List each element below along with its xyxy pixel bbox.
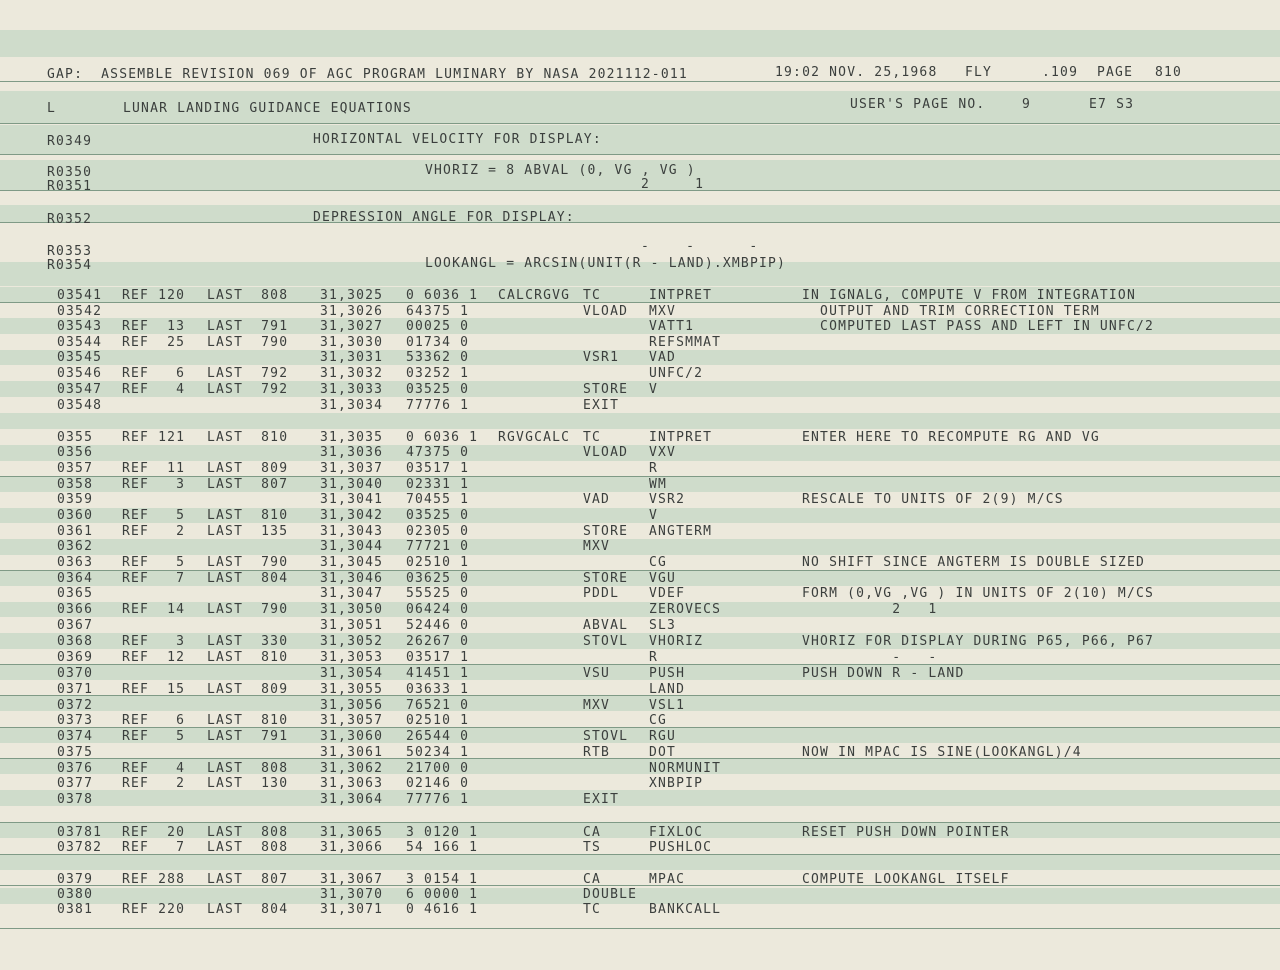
listing-comment: IN IGNALG, COMPUTE V FROM INTEGRATION [802,288,1136,303]
listing-addr: 31,3025 [320,288,384,303]
listing-operand: REFSMMAT [649,335,722,350]
paper-rule [0,154,1280,155]
paper-band [0,539,1280,555]
listing-line: 0360 [57,508,94,523]
listing-ref: REF 120 [122,288,186,303]
listing-ref: REF 220 [122,902,186,917]
listing-op: STOVL [583,634,629,649]
listing-line: 0374 [57,729,94,744]
listing-code: 77776 1 [406,398,470,413]
listing-addr: 31,3031 [320,350,384,365]
listing-ref: REF 5 [122,508,186,523]
listing-ref: REF 4 [122,761,186,776]
listing-operand: BANKCALL [649,902,722,917]
listing-addr: 31,3027 [320,319,384,334]
listing-operand: VSL1 [649,698,686,713]
listing-ref: REF 5 [122,729,186,744]
remark-id: R0351 [47,179,93,194]
header-job: .109 [1042,65,1079,80]
listing-ref: REF 14 [122,602,186,617]
listing-addr: 31,3047 [320,586,384,601]
listing-last: LAST 330 [207,634,289,649]
listing-op: VSU [583,666,611,681]
listing-operand: RGU [649,729,677,744]
listing-code: 26267 0 [406,634,470,649]
listing-code: 02331 1 [406,477,470,492]
listing-op: MXV [583,698,611,713]
listing-addr: 31,3040 [320,477,384,492]
listing-last: LAST 807 [207,477,289,492]
paper-band [0,571,1280,586]
listing-addr: 31,3066 [320,840,384,855]
listing-last: LAST 130 [207,776,289,791]
listing-last: LAST 808 [207,840,289,855]
listing-comment: NOW IN MPAC IS SINE(LOOKANGL)/4 [802,745,1082,760]
listing-line: 03545 [57,350,103,365]
listing-code: 03633 1 [406,682,470,697]
listing-addr: 31,3065 [320,825,384,840]
listing-ref: REF 3 [122,477,186,492]
listing-line: 0371 [57,682,94,697]
listing-last: LAST 809 [207,682,289,697]
section-title: LUNAR LANDING GUIDANCE EQUATIONS [123,101,412,116]
listing-code: 01734 0 [406,335,470,350]
remark-id: R0352 [47,212,93,227]
listing-line: 0359 [57,492,94,507]
listing-comment: NO SHIFT SINCE ANGTERM IS DOUBLE SIZED [802,555,1146,570]
listing-addr: 31,3033 [320,382,384,397]
listing-operand: VSR2 [649,492,686,507]
remark-subscripts: 2 1 [641,177,705,192]
listing-line: 03547 [57,382,103,397]
listing-comment: PUSH DOWN R - LAND [802,666,965,681]
listing-line: 0372 [57,698,94,713]
listing-last: LAST 791 [207,729,289,744]
listing-op: ABVAL [583,618,629,633]
listing-line: 0381 [57,902,94,917]
listing-operand: INTPRET [649,288,713,303]
listing-line: 03542 [57,304,103,319]
listing-operand: LAND [649,682,686,697]
listing-operand: SL3 [649,618,677,633]
listing-ref: REF 25 [122,335,186,350]
listing-op: STORE [583,382,629,397]
listing-op: VLOAD [583,304,629,319]
paper-band [0,602,1280,617]
users-page-number: 9 [1022,97,1032,112]
listing-operand: VHORIZ [649,634,704,649]
listing-operand: FIXLOC [649,825,704,840]
listing-ref: REF 12 [122,650,186,665]
header-page-label: PAGE [1097,65,1134,80]
paper-rule [0,885,1280,886]
listing-line: 03544 [57,335,103,350]
listing-addr: 31,3070 [320,887,384,902]
listing-line: 03546 [57,366,103,381]
remark-text: DEPRESSION ANGLE FOR DISPLAY: [313,210,575,225]
listing-addr: 31,3032 [320,366,384,381]
listing-op: STOVL [583,729,629,744]
listing-op: EXIT [583,398,620,413]
listing-line: 0365 [57,586,94,601]
paper-band [0,381,1280,397]
listing-line: 0364 [57,571,94,586]
listing-ref: REF 20 [122,825,186,840]
paper-band [0,888,1280,904]
remark-text: HORIZONTAL VELOCITY FOR DISPLAY: [313,132,602,147]
listing-addr: 31,3041 [320,492,384,507]
listing-comment: RESET PUSH DOWN POINTER [802,825,1010,840]
listing-code: 6 0000 1 [406,887,479,902]
users-page-label: USER'S PAGE NO. [850,97,986,112]
listing-op: TC [583,288,602,303]
listing-code: 02305 0 [406,524,470,539]
listing-last: LAST 790 [207,335,289,350]
listing-code: 76521 0 [406,698,470,713]
listing-line: 0368 [57,634,94,649]
listing-line: 0363 [57,555,94,570]
listing-op: PDDL [583,586,620,601]
listing-comment: COMPUTE LOOKANGL ITSELF [802,872,1010,887]
listing-last: LAST 807 [207,872,289,887]
listing-addr: 31,3034 [320,398,384,413]
paper-band [0,30,1280,57]
listing-line: 0379 [57,872,94,887]
listing-last: LAST 791 [207,319,289,334]
listing-addr: 31,3071 [320,902,384,917]
listing-operand: ZEROVECS [649,602,722,617]
paper-rule [0,928,1280,929]
listing-code: 02146 0 [406,776,470,791]
paper-band [0,350,1280,365]
listing-op: VSR1 [583,350,620,365]
listing-operand: UNFC/2 [649,366,704,381]
listing-ref: REF 6 [122,713,186,728]
listing-addr: 31,3057 [320,713,384,728]
header-datetime: 19:02 NOV. 25,1968 [775,65,938,80]
listing-line: 0361 [57,524,94,539]
paper-band [0,477,1280,492]
listing-last: LAST 790 [207,555,289,570]
listing-line: 0366 [57,602,94,617]
listing-op: VLOAD [583,445,629,460]
listing-comment: ENTER HERE TO RECOMPUTE RG AND VG [802,430,1100,445]
listing-line: 0356 [57,445,94,460]
remark-id: R0353 [47,244,93,259]
listing-last: LAST 810 [207,713,289,728]
listing-operand: MXV [649,304,677,319]
listing-addr: 31,3054 [320,666,384,681]
listing-code: 77721 0 [406,539,470,554]
listing-code: 53362 0 [406,350,470,365]
listing-operand: INTPRET [649,430,713,445]
listing-code: 50234 1 [406,745,470,760]
sheet-code: E7 S3 [1089,97,1135,112]
listing-op: TC [583,902,602,917]
listing-last: LAST 135 [207,524,289,539]
listing-code: 41451 1 [406,666,470,681]
listing-addr: 31,3062 [320,761,384,776]
listing-operand: WM [649,477,668,492]
listing-operand: PUSH [649,666,686,681]
listing-code: 26544 0 [406,729,470,744]
paper-band [0,855,1280,870]
listing-comment: VHORIZ FOR DISPLAY DURING P65, P66, P67 [802,634,1155,649]
listing-label: CALCRGVG [498,288,571,303]
paper-band [0,508,1280,523]
remark-text: LOOKANGL = ARCSIN(UNIT(R - LAND).XMBPIP) [425,256,787,271]
listing-last: LAST 790 [207,602,289,617]
header-assembly-line: GAP: ASSEMBLE REVISION 069 OF AGC PROGRAM LUMINARY BY NASA 2021112-011 [47,67,688,82]
section-marker: L [47,101,57,116]
listing-line: 03548 [57,398,103,413]
listing-last: LAST 810 [207,430,289,445]
listing-comment: - - [802,650,938,665]
listing-code: 03517 1 [406,650,470,665]
listing-code: 0 6036 1 [406,430,479,445]
listing-operand: XNBPIP [649,776,704,791]
listing-ref: REF 121 [122,430,186,445]
listing-addr: 31,3053 [320,650,384,665]
listing-last: LAST 804 [207,902,289,917]
listing-code: 00025 0 [406,319,470,334]
listing-op: STORE [583,524,629,539]
paper-band [0,413,1280,429]
listing-code: 54 166 1 [406,840,479,855]
listing-code: 0 6036 1 [406,288,479,303]
listing-operand: PUSHLOC [649,840,713,855]
listing-code: 52446 0 [406,618,470,633]
listing-last: LAST 792 [207,366,289,381]
paper-band [0,205,1280,222]
listing-last: LAST 810 [207,508,289,523]
listing-addr: 31,3063 [320,776,384,791]
listing-line: 0358 [57,477,94,492]
listing-code: 55525 0 [406,586,470,601]
listing-code: 64375 1 [406,304,470,319]
listing-comment: 2 1 [802,602,938,617]
listing-op: TS [583,840,602,855]
listing-line: 0367 [57,618,94,633]
listing-ref: REF 11 [122,461,186,476]
listing-code: 03525 0 [406,508,470,523]
listing-op: VAD [583,492,611,507]
remark-vector-bars: - - - [641,239,759,254]
listing-ref: REF 7 [122,571,186,586]
listing-addr: 31,3060 [320,729,384,744]
listing-ref: REF 6 [122,366,186,381]
listing-ref: REF 13 [122,319,186,334]
listing-line: 0362 [57,539,94,554]
listing-addr: 31,3052 [320,634,384,649]
listing-ref: REF 15 [122,682,186,697]
listing-addr: 31,3043 [320,524,384,539]
listing-operand: MPAC [649,872,686,887]
listing-code: 03517 1 [406,461,470,476]
listing-last: LAST 810 [207,650,289,665]
listing-comment: RESCALE TO UNITS OF 2(9) M/CS [802,492,1064,507]
listing-addr: 31,3067 [320,872,384,887]
paper-band [0,445,1280,461]
listing-last: LAST 804 [207,571,289,586]
listing-code: 3 0120 1 [406,825,479,840]
listing-code: 03252 1 [406,366,470,381]
listing-operand: R [649,650,659,665]
listing-code: 3 0154 1 [406,872,479,887]
listing-operand: VGU [649,571,677,586]
listing-op: CA [583,825,602,840]
listing-code: 03525 0 [406,382,470,397]
listing-last: LAST 808 [207,825,289,840]
listing-last: LAST 808 [207,761,289,776]
listing-last: LAST 808 [207,288,289,303]
listing-line: 0369 [57,650,94,665]
listing-code: 03625 0 [406,571,470,586]
listing-line: 0377 [57,776,94,791]
listing-ref: REF 2 [122,524,186,539]
listing-addr: 31,3044 [320,539,384,554]
listing-line: 0376 [57,761,94,776]
listing-line: 0380 [57,887,94,902]
listing-operand: R [649,461,659,476]
paper-rule [0,123,1280,124]
listing-line: 0375 [57,745,94,760]
listing-code: 02510 1 [406,555,470,570]
remark-id: R0350 [47,165,93,180]
listing-addr: 31,3035 [320,430,384,445]
listing-ref: REF 3 [122,634,186,649]
listing-op: MXV [583,539,611,554]
listing-last: LAST 792 [207,382,289,397]
listing-operand: VATT1 [649,319,695,334]
listing-addr: 31,3056 [320,698,384,713]
paper-band [0,759,1280,774]
listing-line: 0373 [57,713,94,728]
paper-rule [0,190,1280,191]
listing-op: EXIT [583,792,620,807]
listing-addr: 31,3045 [320,555,384,570]
listing-op: TC [583,430,602,445]
listing-line: 0378 [57,792,94,807]
listing-addr: 31,3026 [320,304,384,319]
listing-addr: 31,3051 [320,618,384,633]
listing-operand: V [649,508,659,523]
listing-ref: REF 2 [122,776,186,791]
paper-band [0,823,1280,838]
listing-operand: VDEF [649,586,686,601]
listing-addr: 31,3037 [320,461,384,476]
listing-operand: VXV [649,445,677,460]
listing-operand: DOT [649,745,677,760]
listing-line: 03541 [57,288,103,303]
paper-band [0,790,1280,806]
listing-addr: 31,3055 [320,682,384,697]
listing-ref: REF 288 [122,872,186,887]
listing-comment: COMPUTED LAST PASS AND LEFT IN UNFC/2 [802,319,1155,334]
listing-line: 03781 [57,825,103,840]
listing-op: CA [583,872,602,887]
listing-operand: VAD [649,350,677,365]
listing-addr: 31,3050 [320,602,384,617]
listing-ref: REF 5 [122,555,186,570]
listing-addr: 31,3061 [320,745,384,760]
listing-label: RGVGCALC [498,430,571,445]
paper-band [0,696,1280,711]
listing-operand: CG [649,555,668,570]
listing-code: 06424 0 [406,602,470,617]
listing-line: 03782 [57,840,103,855]
listing-comment: FORM (0,VG ,VG ) IN UNITS OF 2(10) M/CS [802,586,1155,601]
listing-code: 02510 1 [406,713,470,728]
listing-op: DOUBLE [583,887,638,902]
listing-addr: 31,3064 [320,792,384,807]
listing-code: 21700 0 [406,761,470,776]
listing-addr: 31,3030 [320,335,384,350]
listing-operand: NORMUNIT [649,761,722,776]
listing-operand: CG [649,713,668,728]
listing-code: 70455 1 [406,492,470,507]
header-page-number: 810 [1155,65,1183,80]
listing-code: 47375 0 [406,445,470,460]
listing-last: LAST 809 [207,461,289,476]
listing-comment: OUTPUT AND TRIM CORRECTION TERM [802,304,1100,319]
listing-operand: V [649,382,659,397]
listing-op: STORE [583,571,629,586]
listing-addr: 31,3042 [320,508,384,523]
listing-op: RTB [583,745,611,760]
listing-code: 0 4616 1 [406,902,479,917]
listing-addr: 31,3036 [320,445,384,460]
listing-ref: REF 7 [122,840,186,855]
paper-band [0,665,1280,680]
listing-line: 03543 [57,319,103,334]
listing-operand: ANGTERM [649,524,713,539]
paper-rule [0,222,1280,223]
remark-id: R0349 [47,134,93,149]
listing-line: 0355 [57,430,94,445]
remark-id: R0354 [47,258,93,273]
listing-ref: REF 4 [122,382,186,397]
paper-band [0,125,1280,154]
remark-text: VHORIZ = 8 ABVAL (0, VG , VG ) [425,163,696,178]
listing-code: 77776 1 [406,792,470,807]
listing-line: 0370 [57,666,94,681]
header-fly: FLY [965,65,993,80]
paper-band [0,728,1280,743]
listing-addr: 31,3046 [320,571,384,586]
listing-line: 0357 [57,461,94,476]
